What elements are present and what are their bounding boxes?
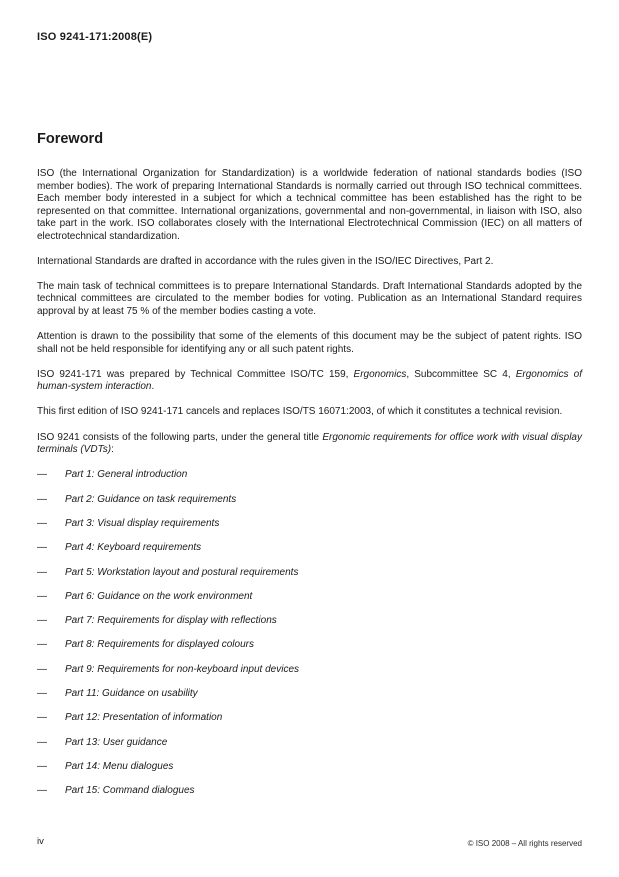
committee-text-2: , Subcommittee SC 4, <box>406 368 516 380</box>
em-dash: — <box>37 615 47 627</box>
part-label: Part 8: Requirements for displayed colours <box>65 639 254 651</box>
part-label: Part 15: Command dialogues <box>65 785 195 797</box>
em-dash: — <box>37 566 47 578</box>
em-dash: — <box>37 760 47 772</box>
part-label: Part 14: Menu dialogues <box>65 760 174 772</box>
committee-italic-1: Ergonomics <box>353 368 407 380</box>
parts-list-item-3 <box>37 518 582 531</box>
foreword-heading: Foreword <box>37 131 104 147</box>
paragraph-main-task: The main task of technical committees is to prepare International Standards. Draft International Standards adopted by the technical committees are circulated to the member bodies for voting. Publication as an International Standard requires approval by at least 75 % of the member bodies casting a vote. <box>37 280 582 317</box>
parts-list-item-8 <box>37 639 582 652</box>
parts-list <box>37 469 582 797</box>
em-dash: — <box>37 736 47 748</box>
em-dash: — <box>37 493 47 505</box>
committee-italic-2: Ergonomics of human-system interaction <box>37 368 582 393</box>
parts-list-item-11 <box>37 712 582 725</box>
parts-list-item-9 <box>37 664 582 677</box>
part-label: Part 6: Guidance on the work environment <box>65 590 253 602</box>
paragraph-first-edition: This first edition of ISO 9241-171 cancels and replaces ISO/TS 16071:2003, of which it constitutes a technical revision. <box>37 406 563 418</box>
parts-list-item-5 <box>37 567 582 580</box>
parts-intro-title-italic: Ergonomic requirements for office work with visual display terminals (VDTs) <box>37 431 582 456</box>
em-dash: — <box>37 712 47 724</box>
part-label: Part 4: Keyboard requirements <box>65 542 202 554</box>
paragraph-directives: International Standards are drafted in accordance with the rules given in the ISO/IEC Directives, Part 2. <box>37 255 494 267</box>
part-label: Part 1: General introduction <box>65 469 188 481</box>
committee-text-1: ISO 9241-171 was prepared by Technical Committee ISO/TC 159, <box>37 368 354 380</box>
parts-list-item-2 <box>37 494 582 507</box>
parts-list-item-10 <box>37 688 582 701</box>
parts-list-item-7 <box>37 615 582 628</box>
em-dash: — <box>37 542 47 554</box>
em-dash: — <box>37 785 47 797</box>
em-dash: — <box>37 517 47 529</box>
parts-list-item-4 <box>37 542 582 555</box>
part-label: Part 2: Guidance on task requirements <box>65 493 237 505</box>
em-dash: — <box>37 590 47 602</box>
paragraph-patent-rights: Attention is drawn to the possibility that some of the elements of this document may be the subject of patent rights. ISO shall not be held responsible for identifying any or all such patent rights. <box>37 331 582 355</box>
part-label: Part 9: Requirements for non-keyboard input devices <box>65 663 300 675</box>
em-dash: — <box>37 469 47 481</box>
paragraph-parts-intro <box>37 432 582 457</box>
parts-list-item-13 <box>37 761 582 774</box>
em-dash: — <box>37 663 47 675</box>
part-label: Part 13: User guidance <box>65 736 168 748</box>
parts-list-item-1 <box>37 469 582 482</box>
em-dash: — <box>37 639 47 651</box>
part-label: Part 3: Visual display requirements <box>65 517 220 529</box>
committee-text-3: . <box>151 381 155 393</box>
part-label: Part 11: Guidance on usability <box>65 687 198 699</box>
paragraph-iso-federation: ISO (the International Organization for Standardization) is a worldwide federation of national standards bodies (ISO member bodies). The work of preparing International Standards is normally carried out through ISO technical committees. Each member body interested in a subject for which a technical committee has been established has the right to be represented on that committee. International organizations, governmental and non-governmental, in liaison with ISO, also take part in the work. ISO collaborates closely with the International Electrotechnical Commission (IEC) on all matters of electrotechnical standardization. <box>37 168 582 242</box>
parts-intro-text: ISO 9241 consists of the following parts, under the general title <box>37 431 323 443</box>
page-content <box>37 31 582 809</box>
page-number: iv <box>37 836 44 847</box>
parts-intro-colon: : <box>111 444 114 456</box>
document-reference: ISO 9241-171:2008(E) <box>37 31 153 43</box>
parts-list-item-14 <box>37 785 582 798</box>
part-label: Part 7: Requirements for display with reflections <box>65 615 277 627</box>
part-label: Part 5: Workstation layout and postural requirements <box>65 566 299 578</box>
part-label: Part 12: Presentation of information <box>65 712 223 724</box>
parts-list-item-12 <box>37 737 582 750</box>
paragraph-committee <box>37 369 582 394</box>
parts-list-item-6 <box>37 591 582 604</box>
copyright-notice: © ISO 2008 – All rights reserved <box>467 839 582 848</box>
em-dash: — <box>37 687 47 699</box>
